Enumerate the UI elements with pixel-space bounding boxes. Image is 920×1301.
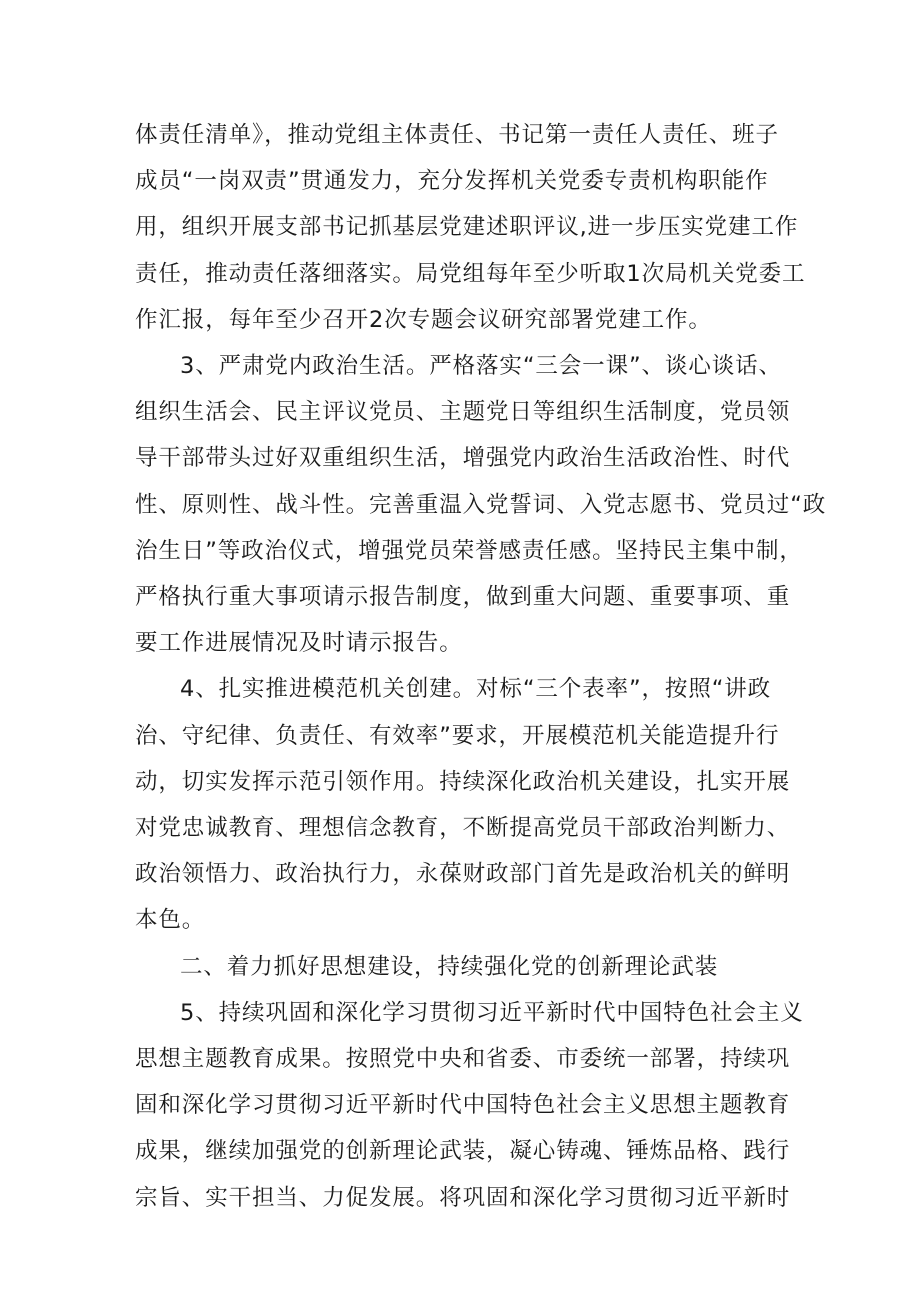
text-line: 要工作进展情况及时请示报告。 xyxy=(135,630,463,657)
text-line: 成员“一岗双责”贯通发力，充分发挥机关党委专责机构职能作 xyxy=(135,168,769,195)
text-line: 固和深化学习贯彻习近平新时代中国特色社会主义思想主题教育 xyxy=(135,1092,791,1119)
text-line: 5、持续巩固和深化学习贯彻习近平新时代中国特色社会主义 xyxy=(180,999,804,1026)
text-line: 动，切实发挥示范引领作用。持续深化政治机关建设，扎实开展 xyxy=(135,768,791,795)
text-line: 成果，继续加强党的创新理论武装，凝心铸魂、锤炼品格、践行 xyxy=(135,1138,791,1165)
text-line: 二、着力抓好思想建设，持续强化党的创新理论武装 xyxy=(180,953,719,980)
paragraph-item-5-theme-education xyxy=(135,990,804,1221)
text-line: 严格执行重大事项请示报告制度，做到重大问题、重要事项、重 xyxy=(135,584,791,611)
section-heading-ideological-building xyxy=(135,944,795,990)
paragraph-item-4-model-organ xyxy=(135,666,795,943)
text-line: 体责任清单》，推动党组主体责任、书记第一责任人责任、班子 xyxy=(135,122,779,148)
text-line: 3、严肃党内政治生活。严格落实“三会一课”、谈心谈话、 xyxy=(180,353,782,380)
text-line: 治生日”等政治仪式，增强党员荣誉感责任感。坚持民主集中制， xyxy=(135,537,803,564)
document-body xyxy=(135,112,827,1221)
text-line: 导干部带头过好双重组织生活，增强党内政治生活政治性、时代 xyxy=(135,445,791,472)
text-line: 宗旨、实干担当、力促发展。将巩固和深化学习贯彻习近平新时 xyxy=(135,1184,791,1211)
paragraph-responsibility-list xyxy=(135,112,806,343)
text-line: 组织生活会、民主评议党员、主题党日等组织生活制度，党员领 xyxy=(135,399,791,426)
text-line: 性、原则性、战斗性。完善重温入党誓词、入党志愿书、党员过“政 xyxy=(135,491,827,518)
text-line: 对党忠诚教育、理想信念教育，不断提高党员干部政治判断力、 xyxy=(135,815,791,842)
text-line: 用，组织开展支部书记抓基层党建述职评议,进一步压实党建工作 xyxy=(135,214,799,241)
text-line: 治、守纪律、负责任、有效率”要求，开展模范机关能造提升行 xyxy=(135,722,780,749)
text-line: 政治领悟力、政治执行力，永葆财政部门首先是政治机关的鲜明 xyxy=(135,861,791,888)
text-line: 本色。 xyxy=(135,907,206,934)
text-line: 责任，推动责任落细落实。局党组每年至少听取1次局机关党委工 xyxy=(135,260,806,287)
text-line: 思想主题教育成果。按照党中央和省委、市委统一部署，持续巩 xyxy=(135,1046,791,1073)
text-line: 4、扎实推进模范机关创建。对标“三个表率”，按照“讲政 xyxy=(180,676,772,703)
text-line: 作汇报，每年至少召开2次专题会议研究部署党建工作。 xyxy=(135,306,712,333)
paragraph-item-3-political-life xyxy=(135,343,827,666)
